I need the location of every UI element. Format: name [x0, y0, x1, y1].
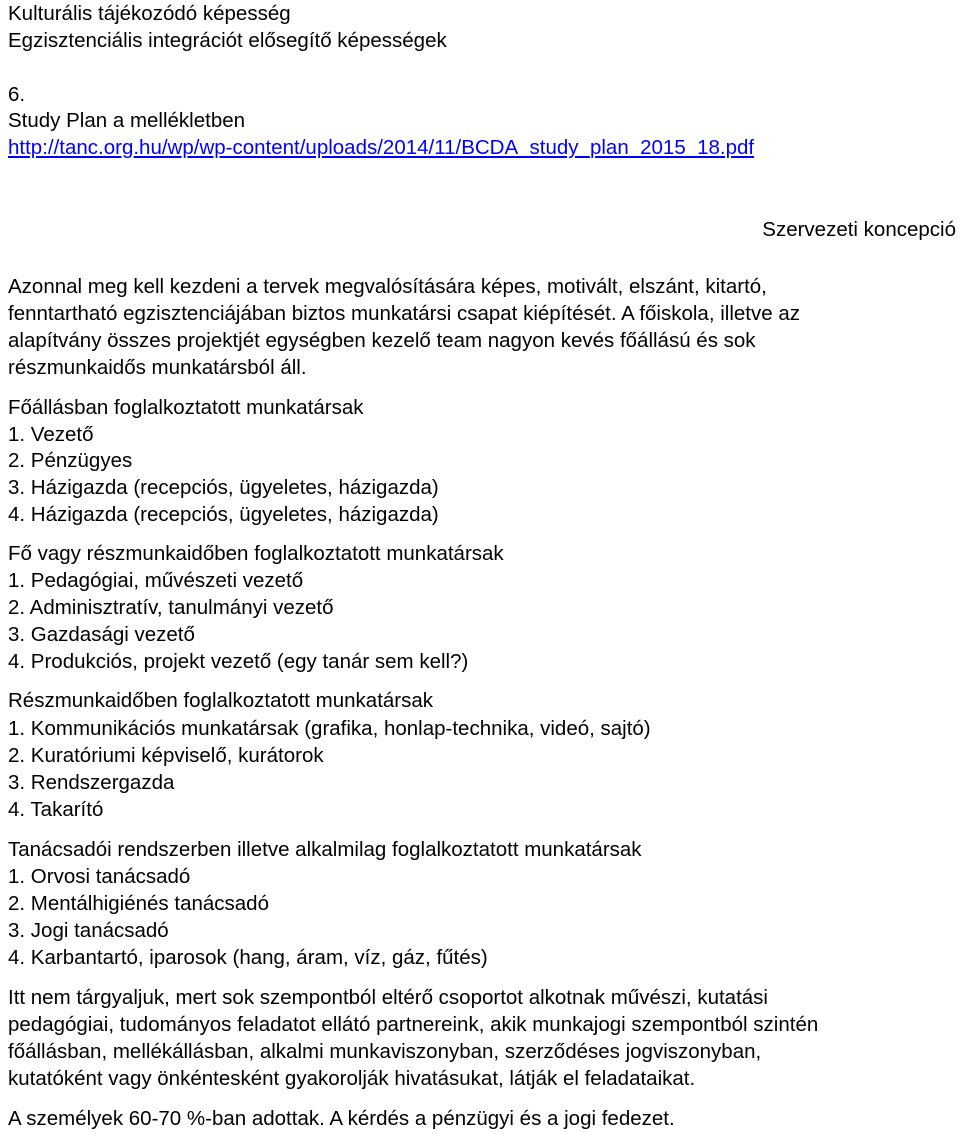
top-line-2: Egzisztenciális integrációt elősegítő képességek	[8, 29, 447, 52]
list-item: 3. Gazdasági vezető	[8, 623, 195, 646]
list-item: 1. Kommunikációs munkatársak (grafika, honlap-technika, videó, sajtó)	[8, 717, 651, 740]
intro-line-3: alapítvány összes projektjét egységben kezelő team nagyon kevés főállású és sok	[8, 329, 756, 352]
intro-line-1: Azonnal meg kell kezdeni a tervek megvalósítására képes, motivált, elszánt, kitartó,	[8, 275, 767, 298]
study-plan-link[interactable]: http://tanc.org.hu/wp/wp-content/uploads/2014/11/BCDA_study_plan_2015_18.pdf	[8, 136, 755, 159]
list-item: 1. Orvosi tanácsadó	[8, 865, 191, 888]
group-title: Főállásban foglalkoztatott munkatársak	[8, 396, 364, 419]
list-item: 3. Rendszergazda	[8, 771, 175, 794]
study-plan-text: Study Plan a mellékletben	[8, 109, 246, 132]
final-statement: A személyek 60-70 %-ban adottak. A kérdés a pénzügyi és a jogi fedezet.	[8, 1107, 675, 1130]
study-plan-link-line	[8, 136, 754, 160]
group-title: Részmunkaidőben foglalkoztatott munkatársak	[8, 689, 434, 712]
list-item: 4. Takarító	[8, 798, 104, 821]
list-item: 2. Kuratóriumi képviselő, kurátorok	[8, 744, 324, 767]
closing-line-1: Itt nem tárgyaljuk, mert sok szempontból eltérő csoportot alkotnak művészi, kutatási	[8, 986, 768, 1009]
list-item: 2. Adminisztratív, tanulmányi vezető	[8, 596, 334, 619]
list-item: 4. Karbantartó, iparosok (hang, áram, víz, gáz, fűtés)	[8, 946, 488, 969]
list-item: 1. Pedagógiai, művészeti vezető	[8, 569, 304, 592]
list-item: 1. Vezető	[8, 423, 94, 446]
list-item: 2. Pénzügyes	[8, 449, 133, 472]
closing-line-2: pedagógiai, tudományos feladatot ellátó partnereink, akik munkajogi szempontból szintén	[8, 1013, 819, 1036]
top-line-1: Kulturális tájékozódó képesség	[8, 2, 291, 25]
list-item: 3. Jogi tanácsadó	[8, 919, 169, 942]
intro-line-2: fenntartható egzisztenciájában biztos munkatársi csapat kiépítését. A főiskola, illetve az	[8, 302, 800, 325]
list-item: 4. Házigazda (recepciós, ügyeletes, házigazda)	[8, 503, 439, 526]
closing-line-4: kutatóként vagy önkéntesként gyakorolják hivatásukat, látják el feladataikat.	[8, 1067, 696, 1090]
section-heading: Szervezeti koncepció	[762, 218, 956, 241]
group-title: Fő vagy részmunkaidőben foglalkoztatott munkatársak	[8, 542, 504, 565]
list-item: 2. Mentálhigiénés tanácsadó	[8, 892, 269, 915]
group-title: Tanácsadói rendszerben illetve alkalmilag foglalkoztatott munkatársak	[8, 838, 642, 861]
list-item: 4. Produkciós, projekt vezető (egy tanár sem kell?)	[8, 650, 469, 673]
section-number: 6.	[8, 83, 26, 106]
closing-line-3: főállásban, mellékállásban, alkalmi munkaviszonyban, szerződéses jogviszonyban,	[8, 1040, 762, 1063]
intro-line-4: részmunkaidős munkatársból áll.	[8, 356, 307, 379]
list-item: 3. Házigazda (recepciós, ügyeletes, házigazda)	[8, 476, 439, 499]
